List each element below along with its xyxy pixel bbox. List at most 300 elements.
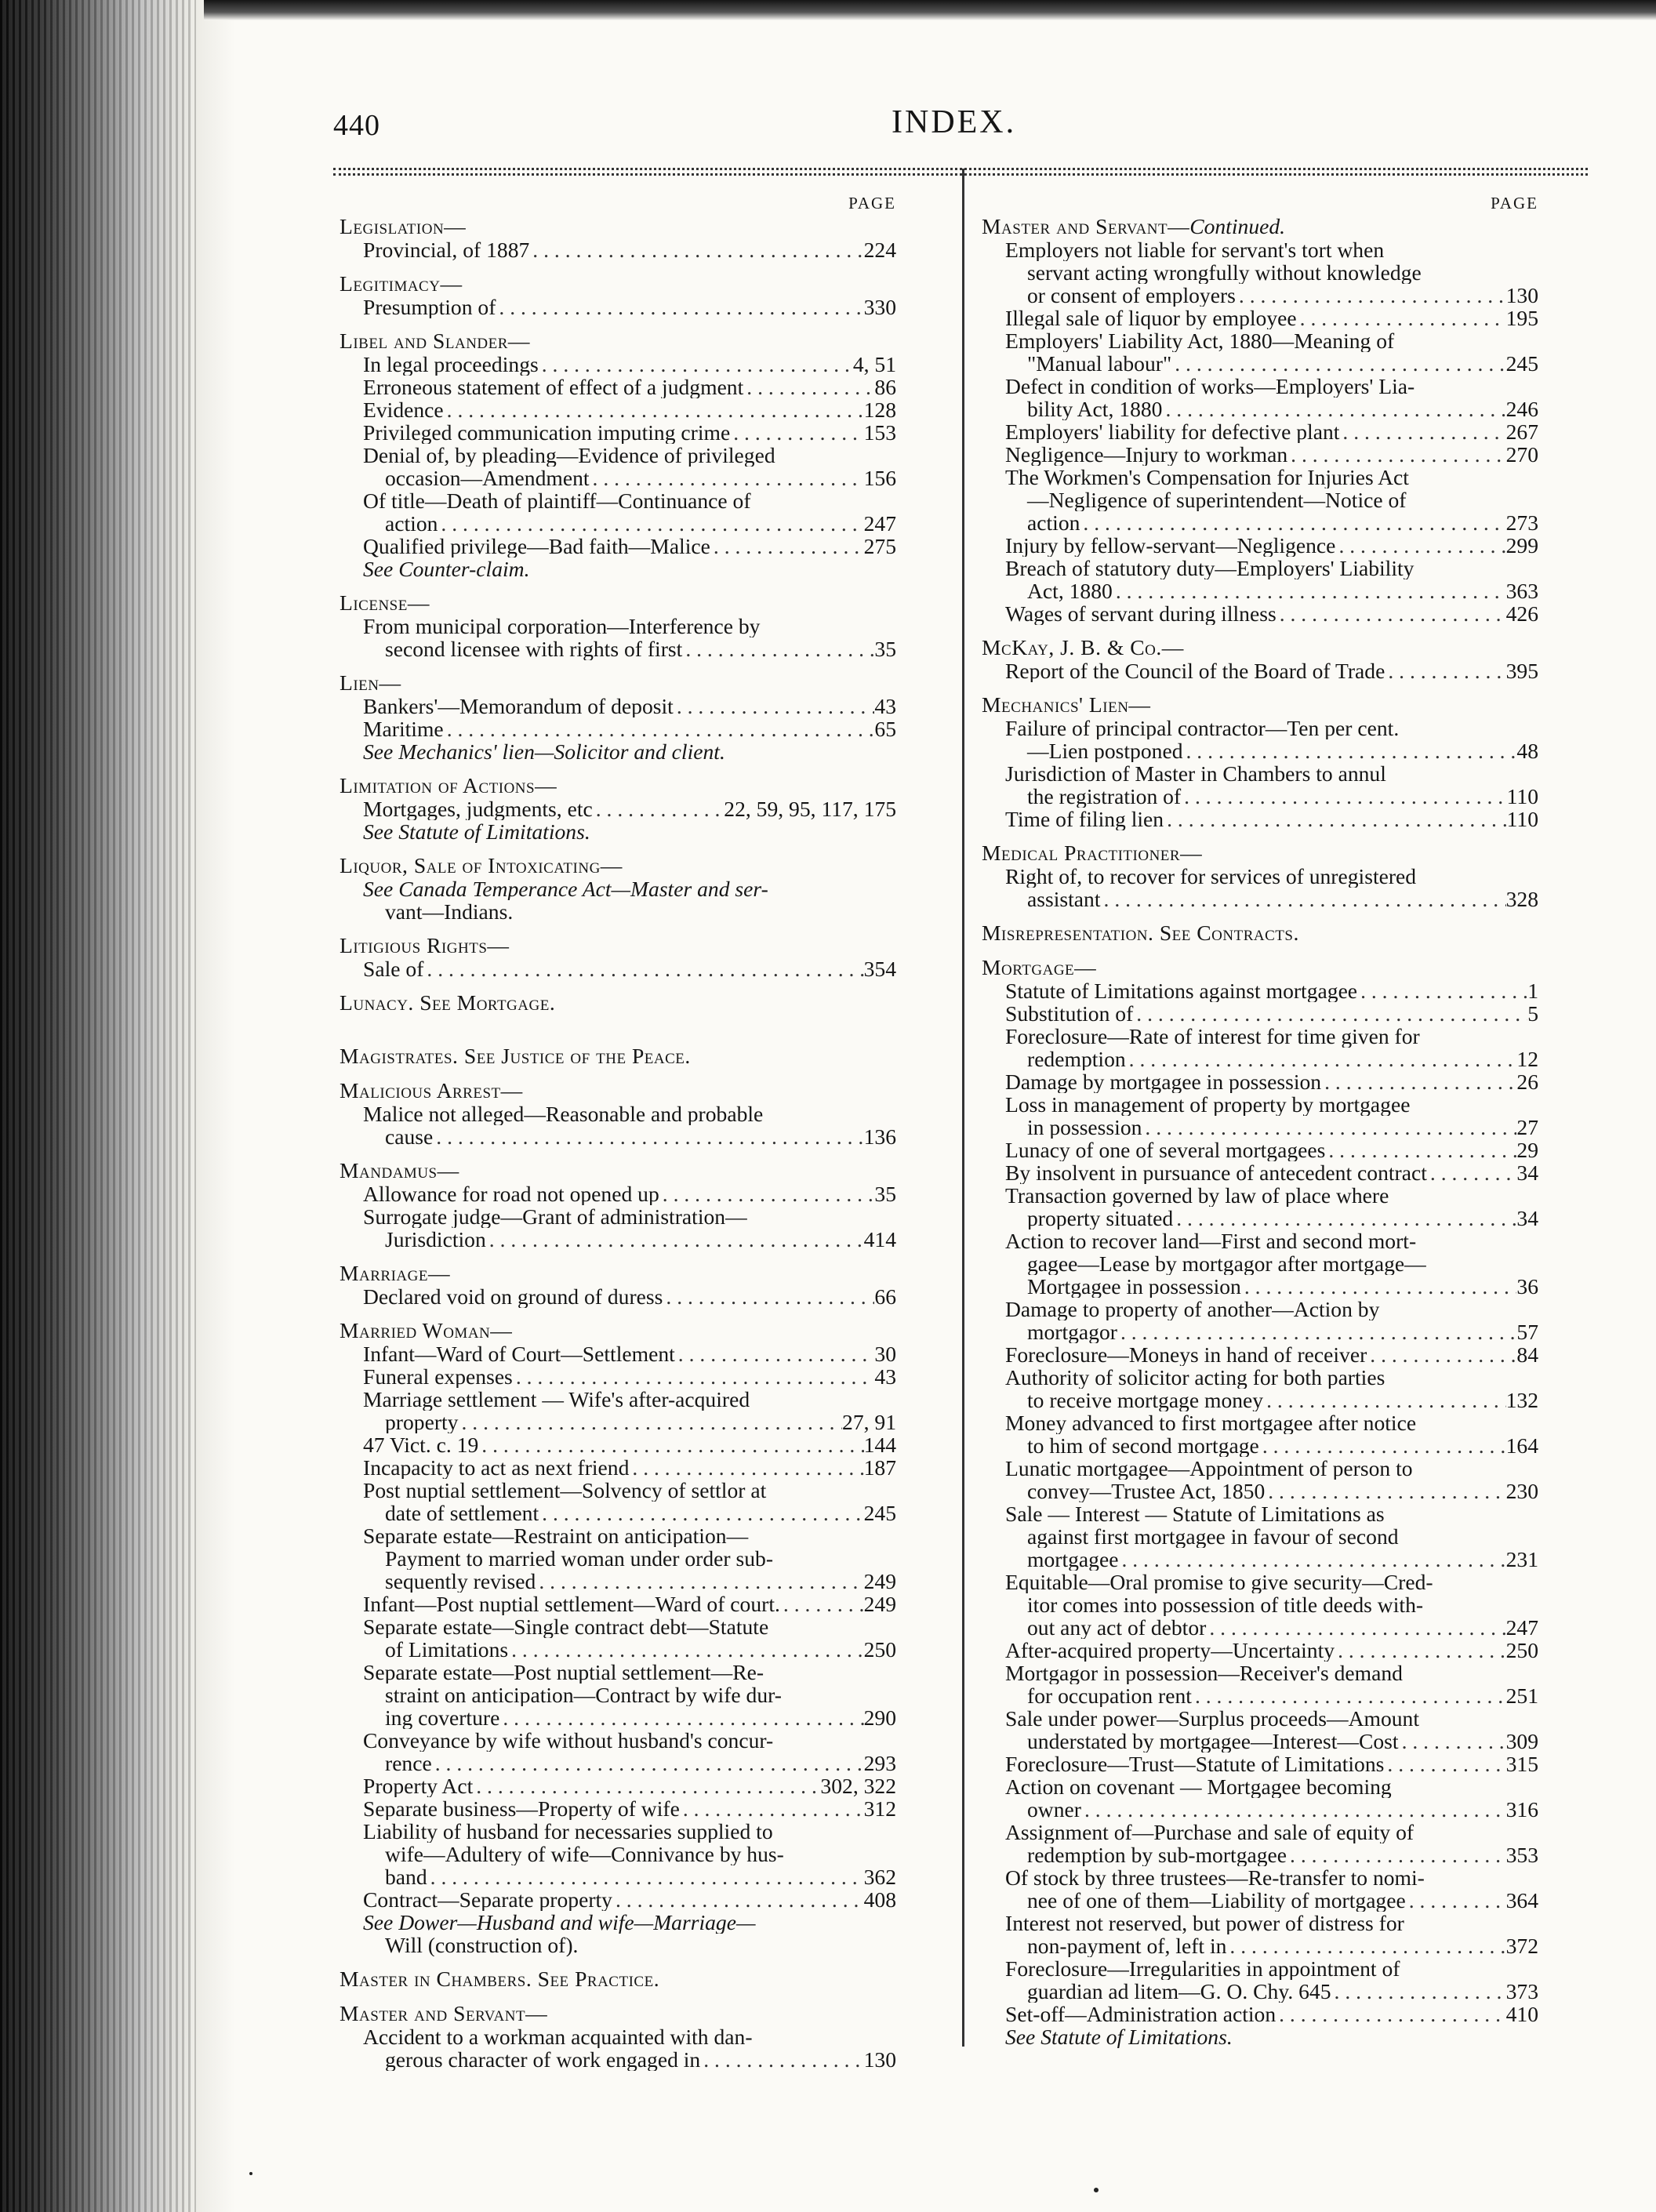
entry-heading [982, 841, 1538, 865]
dot-leader [675, 1342, 875, 1365]
index-entry [982, 215, 1538, 625]
dot-leader [1385, 659, 1505, 682]
subentry-text: Foreclosure—Trust—Statute of Limitations [1005, 1753, 1385, 1775]
dot-leader [458, 1411, 842, 1433]
subentry-text: Privileged communication imputing crime [363, 421, 731, 444]
subentry-text: Infant—Post nuptial settlement—Ward of court. [363, 1593, 780, 1615]
dot-leader [536, 1570, 863, 1593]
subentry-text: Foreclosure—Irregularities in appointment of [1005, 1957, 1400, 1980]
page-reference: 251 [1505, 1684, 1538, 1707]
index-entry [340, 671, 896, 763]
subentry-line [340, 1365, 896, 1388]
subentry-text: Erroneous statement of effect of a judgment [363, 376, 744, 398]
dot-leader [1133, 1002, 1527, 1025]
subentry-line [340, 717, 896, 740]
subentry-line [982, 443, 1538, 466]
dot-leader [444, 398, 864, 421]
subentry-line [340, 1479, 896, 1502]
entry-heading [340, 1319, 896, 1342]
subentry-text: non-payment of, left in [1027, 1934, 1227, 1957]
subentry-line [340, 489, 896, 512]
index-entries [982, 215, 1538, 2048]
subentry-line [340, 1228, 896, 1251]
subentry-line [982, 1298, 1538, 1320]
column-divider [962, 169, 964, 2047]
page-reference: 43 [874, 1365, 896, 1388]
subentry-line [982, 420, 1538, 443]
page-column-label: PAGE [1491, 194, 1538, 212]
entry-headword: Libel and Slander— [340, 329, 531, 353]
entry-heading [340, 329, 896, 353]
subentry-line [340, 1752, 896, 1774]
page-reference: 65 [874, 717, 896, 740]
subentry-text: Bankers'—Memorandum of deposit [363, 695, 674, 717]
subentry-text: 47 Vict. c. 19 [363, 1433, 479, 1456]
page-reference: 43 [874, 695, 896, 717]
subentry-text: property situated [1027, 1207, 1174, 1229]
index-entry [340, 854, 896, 923]
entry-heading [982, 636, 1538, 659]
subentry-text: Infant—Ward of Court—Settlement [363, 1342, 675, 1365]
dot-leader [1126, 1048, 1517, 1070]
subentry-line [340, 1934, 896, 1956]
subentry-line [982, 1184, 1538, 1207]
page-reference: 22, 59, 95, 117, 175 [724, 797, 896, 820]
subentry-text: Equitable—Oral promise to give security—Cred- [1005, 1571, 1433, 1593]
subentry-line [982, 1275, 1538, 1298]
page-reference: 132 [1505, 1389, 1538, 1411]
subentry-line [340, 1593, 896, 1615]
index-entry [982, 636, 1538, 682]
page-reference: 414 [863, 1228, 896, 1251]
subentry-line [340, 1456, 896, 1479]
cross-reference-line [340, 1911, 896, 1934]
subentry-text: See Counter-claim. [363, 558, 530, 580]
entry-headword: Legitimacy— [340, 271, 463, 296]
subentry-text: Transaction governed by law of place where [1005, 1184, 1389, 1207]
subentry-text: Funeral expenses [363, 1365, 513, 1388]
page-reference: 57 [1516, 1320, 1538, 1343]
subentry-line [982, 1002, 1538, 1025]
subentry-text: convey—Trustee Act, 1850 [1027, 1480, 1266, 1502]
page-reference: 1 [1527, 979, 1538, 1002]
dot-leader [1335, 534, 1505, 557]
dot-leader [1335, 1639, 1506, 1662]
entry-headword: Liquor, Sale of Intoxicating— [340, 853, 623, 877]
page-reference: 373 [1505, 1980, 1538, 2003]
page-reference: 144 [863, 1433, 896, 1456]
entry-headword: Lien— [340, 670, 401, 695]
page-reference: 128 [863, 398, 896, 421]
subentry-text: See Mechanics' lien—Solicitor and client. [363, 740, 725, 763]
subentry-text: Foreclosure—Moneys in hand of receiver [1005, 1343, 1367, 1366]
page-reference: 12 [1516, 1048, 1538, 1070]
dot-leader [1384, 1753, 1505, 1775]
subentry-line [340, 535, 896, 558]
entry-heading [982, 215, 1538, 238]
entry-headword: Litigious Rights— [340, 933, 510, 957]
subentry-line [982, 1320, 1538, 1343]
subentry-text: After-acquired property—Uncertainty [1005, 1639, 1335, 1662]
subentry-text: rence [385, 1752, 432, 1774]
subentry-text: the registration of [1027, 785, 1182, 808]
subentry-text: of Limitations [385, 1638, 509, 1661]
dot-leader [1297, 307, 1506, 329]
dot-leader [780, 1593, 864, 1615]
subentry-line [982, 238, 1538, 261]
dot-leader [1287, 443, 1505, 466]
page-reference: 66 [874, 1285, 896, 1308]
entry-heading [982, 956, 1538, 979]
page-reference: 84 [1516, 1343, 1538, 1366]
entry-heading [982, 693, 1538, 717]
subentry-line [340, 512, 896, 535]
subentry-text: mortgagor [1027, 1320, 1117, 1343]
page-reference: 130 [863, 2048, 896, 2071]
index-entry [340, 934, 896, 980]
subentry-text: assistant [1027, 888, 1101, 910]
entry-headword: Marriage— [340, 1261, 451, 1285]
page-reference: 245 [863, 1502, 896, 1524]
dot-leader [629, 1456, 863, 1479]
subentry-text: Damage to property of another—Action by [1005, 1298, 1380, 1320]
page-reference: 34 [1516, 1207, 1538, 1229]
page-column-label: PAGE [848, 194, 896, 212]
subentry-text: redemption [1027, 1048, 1126, 1070]
dot-leader [1276, 602, 1506, 625]
dot-leader [438, 512, 863, 535]
subentry-line [982, 579, 1538, 602]
subentry-line [982, 1343, 1538, 1366]
page-reference: 250 [863, 1638, 896, 1661]
subentry-text: Injury by fellow-servant—Negligence [1005, 534, 1336, 557]
subentry-text: Payment to married woman under order sub- [385, 1547, 774, 1570]
entry-heading [340, 1967, 896, 1991]
page-reference: 27 [1516, 1116, 1538, 1139]
subentry-text: Lunatic mortgagee—Appointment of person to [1005, 1457, 1413, 1480]
dot-leader [444, 717, 875, 740]
dot-leader [427, 1865, 864, 1888]
entry-headword: McKay, J. B. & Co.— [982, 635, 1184, 659]
subentry-text: Jurisdiction [385, 1228, 486, 1251]
page-reference: 245 [1505, 352, 1538, 375]
subentry-text: Loss in management of property by mortgagee [1005, 1093, 1411, 1116]
entry-heading [340, 2002, 896, 2025]
subentry-text: Conveyance by wife without husband's concur- [363, 1729, 774, 1752]
page-reference: 35 [874, 637, 896, 660]
cross-reference-line [340, 558, 896, 580]
subentry-text: understated by mortgagee—Interest—Cost [1027, 1730, 1399, 1753]
subentry-line [982, 1139, 1538, 1161]
subentry-line [982, 1525, 1538, 1548]
page-reference: 410 [1505, 2003, 1538, 2025]
page-reference: 246 [1505, 398, 1538, 420]
page-reference: 312 [863, 1797, 896, 1820]
subentry-text: Post nuptial settlement—Solvency of settlor at [363, 1479, 767, 1502]
page-reference: 362 [863, 1865, 896, 1888]
subentry-text: Damage by mortgagee in possession [1005, 1070, 1322, 1093]
subentry-line [982, 1093, 1538, 1116]
entry-headword: Legislation— [340, 214, 467, 238]
index-entry [340, 329, 896, 580]
subentry-text: Substitution of [1005, 1002, 1134, 1025]
subentry-text: Evidence [363, 398, 444, 421]
subentry-text: Liability of husband for necessaries supplied to [363, 1820, 773, 1843]
page-reference: 315 [1505, 1753, 1538, 1775]
subentry-line [340, 615, 896, 637]
dot-leader [1101, 888, 1506, 910]
dot-leader [1206, 1616, 1505, 1639]
subentry-text: Incapacity to act as next friend [363, 1456, 630, 1479]
subentry-text: Authority of solicitor acting for both parties [1005, 1366, 1385, 1389]
subentry-text: Sale of [363, 957, 424, 980]
subentry-text: Defect in condition of works—Employers' Lia- [1005, 375, 1415, 398]
subentry-line [982, 557, 1538, 579]
dot-leader [1427, 1161, 1517, 1184]
subentry-text: Statute of Limitations against mortgagee [1005, 979, 1358, 1002]
subentry-line [982, 1775, 1538, 1798]
page-reference: 136 [863, 1125, 896, 1148]
dot-leader [593, 797, 724, 820]
subentry-line [982, 1116, 1538, 1139]
index-column-left [340, 191, 896, 2071]
subentry-line [982, 1798, 1538, 1821]
dot-leader [1287, 1843, 1506, 1866]
dot-leader [1118, 1548, 1505, 1571]
subentry-text: gerous character of work engaged in [385, 2048, 701, 2071]
binding-edge-texture [0, 0, 196, 2212]
subentry-line [340, 1524, 896, 1547]
subentry-line [982, 1934, 1538, 1957]
dot-leader [539, 1502, 863, 1524]
subentry-text: Qualified privilege—Bad faith—Malice [363, 535, 710, 558]
subentry-text: Denial of, by pleading—Evidence of privileged [363, 444, 775, 467]
cross-reference-line [340, 877, 896, 900]
subentry-line [982, 717, 1538, 739]
subentry-text: gagee—Lease by mortgagor after mortgage— [1027, 1252, 1426, 1275]
dot-leader [473, 1774, 820, 1797]
dot-leader [1142, 1116, 1516, 1139]
page-reference: 34 [1516, 1161, 1538, 1184]
page-reference: 273 [1505, 511, 1538, 534]
subentry-text: See Dower—Husband and wife—Marriage— [363, 1911, 756, 1934]
subentry-text: action [385, 512, 438, 535]
subentry-text: sequently revised [385, 1570, 536, 1593]
subentry-text: Separate estate—Restraint on anticipation— [363, 1524, 749, 1547]
subentry-line [340, 1615, 896, 1638]
entry-headword: Master in Chambers. See Practice. [340, 1967, 660, 1991]
page-reference: 29 [1516, 1139, 1538, 1161]
subentry-line [340, 421, 896, 444]
subentry-text: against first mortgagee in favour of second [1027, 1525, 1399, 1548]
subentry-text: Negligence—Injury to workman [1005, 443, 1288, 466]
subentry-text: Right of, to recover for services of unregistered [1005, 865, 1417, 888]
dot-leader [743, 376, 874, 398]
index-entry [982, 841, 1538, 910]
subentry-text: Marriage settlement — Wife's after-acquired [363, 1388, 750, 1411]
subentry-text: mortgagee [1027, 1548, 1119, 1571]
dot-leader [1183, 739, 1517, 762]
index-entry [340, 272, 896, 318]
subentry-line [982, 1957, 1538, 1980]
subentry-line [982, 1912, 1538, 1934]
subentry-line [340, 1774, 896, 1797]
dot-leader [1113, 579, 1506, 602]
subentry-text: Foreclosure—Rate of interest for time given for [1005, 1025, 1420, 1048]
dot-leader [590, 467, 864, 489]
dot-leader [700, 2048, 863, 2071]
subentry-line [340, 900, 896, 923]
subentry-line [982, 1025, 1538, 1048]
subentry-text: bility Act, 1880 [1027, 398, 1163, 420]
page-reference: 275 [863, 535, 896, 558]
subentry-text: to him of second mortgage [1027, 1434, 1259, 1457]
page-reference: 353 [1505, 1843, 1538, 1866]
page-number: 440 [333, 109, 380, 142]
page-reference: 86 [874, 376, 896, 398]
subentry-line [340, 296, 896, 318]
dot-leader [1399, 1730, 1506, 1753]
cross-reference-line [340, 740, 896, 763]
dot-leader [659, 1182, 875, 1205]
subentry-line [982, 1502, 1538, 1525]
subentry-text: See Statute of Limitations. [363, 820, 590, 843]
subentry-text: Money advanced to first mortgagee after notice [1005, 1411, 1417, 1434]
subentry-text: Declared void on ground of duress [363, 1285, 663, 1308]
dot-leader [478, 1433, 863, 1456]
subentry-text: Jurisdiction of Master in Chambers to annul [1005, 762, 1386, 785]
subentry-text: Allowance for road not opened up [363, 1182, 659, 1205]
subentry-line [340, 1205, 896, 1228]
subentry-text: In legal proceedings [363, 353, 539, 376]
entry-heading [340, 854, 896, 877]
subentry-text: See Canada Temperance Act—Master and ser- [363, 877, 768, 900]
subentry-text: Mortgagee in possession [1027, 1275, 1241, 1298]
subentry-text: Report of the Council of the Board of Trade [1005, 659, 1385, 682]
entry-headword: License— [340, 590, 430, 615]
page-reference: 164 [1505, 1434, 1538, 1457]
subentry-text: Lunacy of one of several mortgagees [1005, 1139, 1326, 1161]
subentry-line [982, 785, 1538, 808]
dot-leader [1171, 352, 1505, 375]
dot-leader [433, 1125, 863, 1148]
subentry-text: Employers' liability for defective plant [1005, 420, 1340, 443]
dot-leader [499, 1706, 863, 1729]
dot-leader [730, 421, 863, 444]
subentry-line [340, 238, 896, 261]
entry-headword: Master and Servant— [340, 2001, 548, 2025]
page-reference: 156 [863, 467, 896, 489]
page-reference: 299 [1505, 534, 1538, 557]
subentry-line [982, 808, 1538, 830]
subentry-text: date of settlement [385, 1502, 539, 1524]
subentry-line [982, 762, 1538, 785]
page-reference: 302, 322 [820, 1774, 896, 1797]
subentry-line [982, 1753, 1538, 1775]
subentry-text: Sale under power—Surplus proceeds—Amount [1005, 1707, 1420, 1730]
dot-leader [1321, 1070, 1516, 1093]
dot-leader [612, 1888, 864, 1911]
dot-leader [539, 353, 853, 376]
subentry-line [340, 1125, 896, 1148]
page-reference: 426 [1505, 602, 1538, 625]
subentry-text: Employers' Liability Act, 1880—Meaning of [1005, 329, 1395, 352]
subentry-line [340, 1502, 896, 1524]
entry-heading [340, 272, 896, 296]
subentry-line [982, 1889, 1538, 1912]
subentry-line [340, 398, 896, 421]
subentry-line [340, 1433, 896, 1456]
subentry-line [982, 1684, 1538, 1707]
subentry-line [340, 1388, 896, 1411]
subentry-text: The Workmen's Compensation for Injuries Act [1005, 466, 1409, 489]
entry-heading [340, 1159, 896, 1182]
subentry-line [982, 1616, 1538, 1639]
subentry-line [982, 1229, 1538, 1252]
subentry-line [340, 467, 896, 489]
subentry-text: wife—Adultery of wife—Connivance by hus- [385, 1843, 784, 1865]
subentry-text: Contract—Separate property [363, 1888, 612, 1911]
dot-leader [1339, 420, 1505, 443]
subentry-line [982, 1207, 1538, 1229]
subentry-line [340, 1865, 896, 1888]
subentry-text: owner [1027, 1798, 1081, 1821]
page-reference: 110 [1506, 785, 1538, 808]
page-reference: 247 [863, 512, 896, 535]
dot-leader [1325, 1139, 1516, 1161]
page-reference: 110 [1506, 808, 1538, 830]
dot-leader [513, 1365, 875, 1388]
dot-leader [508, 1638, 863, 1661]
subentry-line [340, 1638, 896, 1661]
dot-leader [1162, 398, 1505, 420]
entry-heading [340, 991, 896, 1015]
subentry-line [982, 865, 1538, 888]
subentry-text: Will (construction of). [385, 1934, 579, 1956]
page-title: INDEX. [892, 104, 1017, 140]
subentry-text: for occupation rent [1027, 1684, 1192, 1707]
subentry-line [340, 2048, 896, 2071]
entry-heading [340, 1079, 896, 1102]
subentry-text: out any act of debtor [1027, 1616, 1207, 1639]
subentry-line [982, 284, 1538, 307]
subentry-line [340, 1411, 896, 1433]
page-reference: 395 [1505, 659, 1538, 682]
subentry-line [982, 1571, 1538, 1593]
subentry-text: —Lien postponed [1027, 739, 1183, 762]
entry-headword: Master and Servant— [982, 214, 1190, 238]
page-reference: 153 [863, 421, 896, 444]
dot-leader [710, 535, 864, 558]
subentry-text: ing coverture [385, 1706, 500, 1729]
entry-continued: Continued. [1189, 214, 1286, 238]
subentry-text: vant—Indians. [385, 900, 514, 923]
dot-leader [496, 296, 863, 318]
subentry-line [340, 376, 896, 398]
subentry-line [340, 444, 896, 467]
subentry-text: Provincial, of 1887 [363, 238, 530, 261]
page-reference: 408 [863, 1888, 896, 1911]
subentry-text: Action on covenant — Mortgagee becoming [1005, 1775, 1392, 1798]
page-reference: 328 [1505, 888, 1538, 910]
entry-heading [982, 921, 1538, 945]
entry-headword: Married Woman— [340, 1318, 513, 1342]
dot-leader [1259, 1434, 1506, 1457]
dot-leader [1357, 979, 1527, 1002]
subentry-text: Mortgages, judgments, etc [363, 797, 593, 820]
subentry-line [340, 1729, 896, 1752]
subentry-line [982, 1662, 1538, 1684]
